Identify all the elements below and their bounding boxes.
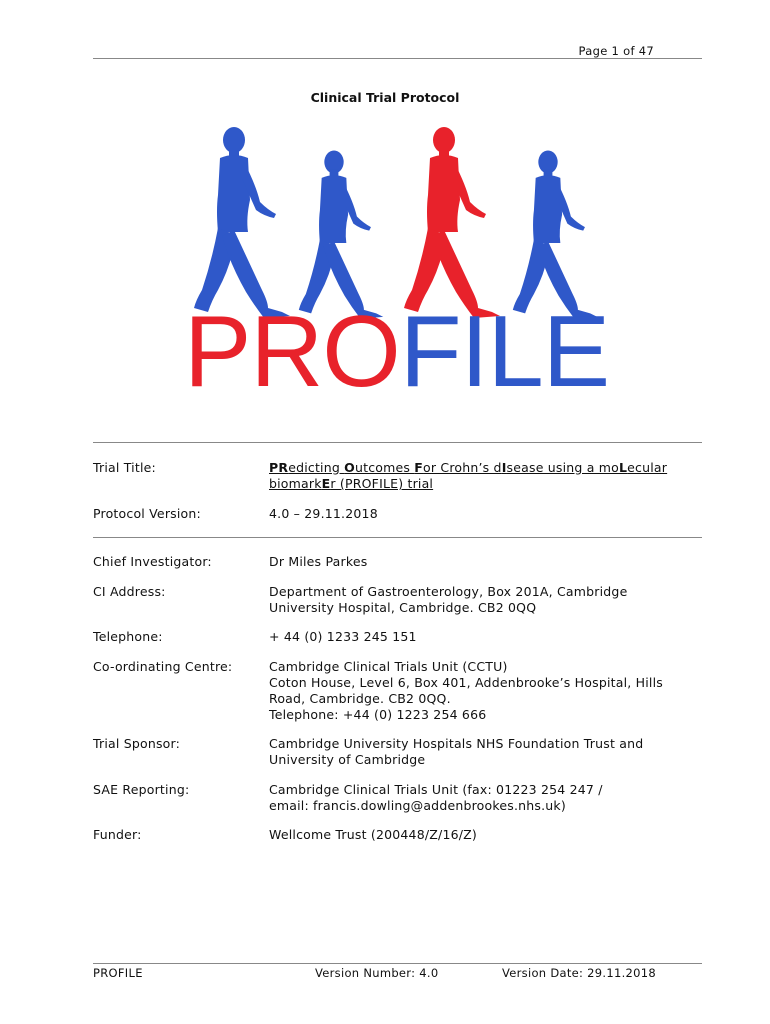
coordinating-centre-label: Co-ordinating Centre: (93, 659, 233, 674)
ci-address-value (269, 584, 709, 616)
sae-reporting-label: SAE Reporting: (93, 782, 190, 797)
trial-title-part: O (344, 460, 355, 475)
trial-title-part: I (501, 460, 507, 475)
coordinating-centre-line1: Cambridge Clinical Trials Unit (CCTU) (269, 659, 508, 674)
sae-reporting-line2: email: francis.dowling@addenbrookes.nhs.uk) (269, 798, 566, 813)
trial-sponsor-label: Trial Sponsor: (93, 736, 181, 751)
trial-title-value (269, 460, 709, 492)
protocol-version-label: Protocol Version: (93, 506, 201, 521)
trial-title-part: PR (269, 460, 289, 475)
footer-doc-name: PROFILE (93, 966, 143, 980)
footer-version-date: Version Date: 29.11.2018 (502, 966, 657, 980)
trial-title-label: Trial Title: (93, 460, 156, 475)
telephone-value: + 44 (0) 1233 245 151 (269, 629, 417, 644)
protocol-version-value: 4.0 – 29.11.2018 (269, 506, 378, 521)
funder-label: Funder: (93, 827, 142, 842)
trial-title-part: or Crohn’s d (423, 460, 502, 475)
chief-investigator-value: Dr Miles Parkes (269, 554, 368, 569)
red-walker-figure (404, 127, 500, 318)
ci-address-line1: Department of Gastroenterology, Box 201A, Cambridge (269, 584, 628, 599)
telephone-label: Telephone: (93, 629, 163, 644)
blue-walker-figure-2 (299, 151, 383, 319)
trial-title-part: edicting (288, 460, 345, 475)
funder-value: Wellcome Trust (200448/Z/16/Z) (269, 827, 478, 842)
trial-title-part: utcomes (355, 460, 415, 475)
section-rule-top (93, 442, 702, 443)
sae-reporting-line1: Cambridge Clinical Trials Unit (fax: 01223 254 247 / (269, 782, 603, 797)
header-rule (93, 58, 702, 59)
logo-text-red: PRO (184, 296, 400, 408)
logo-text-blue: FILE (399, 296, 610, 408)
trial-sponsor-line1: Cambridge University Hospitals NHS Foundation Trust and (269, 736, 644, 751)
trial-title-line1 (269, 460, 667, 475)
trial-title-line2-c: r (PROFILE) trial (330, 476, 434, 491)
page-number: Page 1 of 47 (578, 44, 654, 58)
section-rule-middle (93, 537, 702, 538)
document-title: Clinical Trial Protocol (310, 90, 460, 105)
trial-title-part: F (414, 460, 424, 475)
coordinating-centre-value (269, 659, 709, 723)
trial-title-part: sease using a mo (506, 460, 619, 475)
ci-address-line2: University Hospital, Cambridge. CB2 0QQ (269, 600, 537, 615)
trial-title-part: ecular (627, 460, 668, 475)
trial-sponsor-value (269, 736, 709, 768)
blue-walker-figure-3 (513, 151, 597, 319)
trial-title-line2-b: E (321, 476, 331, 491)
footer-rule (93, 963, 702, 964)
coordinating-centre-line3: Road, Cambridge. CB2 0QQ. (269, 691, 451, 706)
coordinating-centre-line4: Telephone: +44 (0) 1223 254 666 (269, 707, 487, 722)
chief-investigator-label: Chief Investigator: (93, 554, 212, 569)
footer-version-number: Version Number: 4.0 (315, 966, 439, 980)
trial-sponsor-line2: University of Cambridge (269, 752, 426, 767)
sae-reporting-value (269, 782, 709, 814)
trial-title-part: L (618, 460, 628, 475)
ci-address-label: CI Address: (93, 584, 166, 599)
coordinating-centre-line2: Coton House, Level 6, Box 401, Addenbrooke’s Hospital, Hills (269, 675, 663, 690)
trial-title-line2-a: biomark (269, 476, 322, 491)
trial-title-line2 (269, 476, 433, 491)
blue-walker-figure-1 (194, 127, 290, 318)
profile-logo-text (184, 296, 610, 408)
